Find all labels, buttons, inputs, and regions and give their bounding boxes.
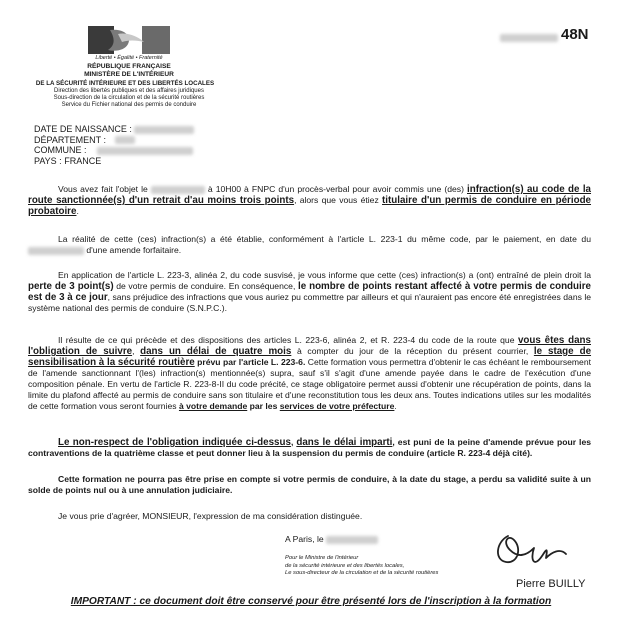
document-reference — [500, 29, 558, 47]
p1-text-d: , alors que vous étiez — [294, 195, 379, 205]
p5-delay: dans le délai imparti — [296, 437, 393, 448]
p2-text-b: d'une amende forfaitaire. — [86, 245, 182, 255]
p4-obligation: vous êtes dans l'obligation de suivre — [28, 335, 591, 357]
ministry-title: MINISTÈRE DE L'INTÉRIEUR — [84, 71, 174, 78]
p3-points-lost: perte de 3 point(s) — [28, 281, 114, 292]
marianne-logo-icon — [88, 26, 170, 54]
paragraph-5 — [28, 437, 591, 459]
important-notice: IMPORTANT : ce document doit être conservé pour être présenté lors de l'inscription à la formation — [70, 596, 552, 607]
birth-row — [34, 124, 194, 135]
redacted-department — [115, 136, 135, 144]
department-row — [34, 135, 194, 146]
p4-text-l: . — [394, 401, 397, 411]
p3-text-a: En application de l'article L. 223-3, alinéa 2, du code susvisé, je vous informe que cette (ces) infraction(s) a (ont) entraîné de plein droit la — [58, 270, 591, 280]
p4-text-e: à compter du jour de la réception du présent courrier, — [296, 346, 529, 356]
signatory-line-2: de la sécurité intérieure et des libertés locales, — [285, 562, 405, 569]
commune-label: COMMUNE : — [34, 145, 87, 155]
signature-place — [285, 534, 378, 544]
directorate-title: DE LA SÉCURITÉ INTÉRIEURE ET DES LIBERTÉS LOCALES — [35, 80, 215, 87]
republic-title: RÉPUBLIQUE FRANÇAISE — [87, 63, 171, 70]
paragraph-4 — [28, 335, 591, 412]
p1-text-a: Vous avez fait l'objet le — [58, 184, 148, 194]
p4-text-j: par les — [249, 401, 278, 411]
p4-prefecture: services de votre préfecture — [279, 401, 395, 411]
header-line-2: Sous-direction de la circulation et de la sécurité routières — [53, 95, 205, 101]
p5-text-d: , est puni de la peine d'amende prévue pour les contraventions de la quatrième classe et peut donner lieu à la suspension du permis de conduire (article R. 223-4 déjà cité). — [28, 437, 592, 458]
signatory-line-1: Pour le Ministre de l'intérieur — [285, 555, 359, 561]
p5-text-b: , — [290, 437, 294, 447]
paragraph-6: Cette formation ne pourra pas être prise en compte si votre permis de conduire, à la date du stage, a perdu sa validité suite à un solde de points nul ou à une annulation judiciaire. — [28, 474, 591, 495]
p1-probation-text: titulaire d'un permis de conduire en période probatoire — [28, 195, 592, 217]
p4-delay: dans un délai de quatre mois — [140, 346, 292, 357]
p2-text-a: La réalité de cette (ces) infraction(s) a été établie, conformément à l'article L. 223-1 du même code, par le paiement, en date du — [58, 234, 591, 244]
p3-text-c: de votre permis de conduire. En conséquence, — [116, 281, 296, 291]
redacted-commune — [97, 147, 193, 155]
p4-text-c: , — [132, 346, 135, 356]
p4-text-a: Il résulte de ce qui précède et des dispositions des articles L. 223-6, alinéa 2, et R. 223-4 du code de la route que — [58, 335, 515, 345]
redacted-date-1 — [151, 186, 205, 194]
p1-text-f: . — [76, 206, 79, 216]
country-row — [34, 156, 194, 167]
paragraph-2 — [28, 234, 591, 256]
department-label: DÉPARTEMENT : — [34, 134, 107, 145]
commune-row — [34, 145, 194, 156]
header-line-3: Service du Fichier national des permis de conduire — [61, 102, 197, 108]
header-line-1: Direction des libertés publiques et des affaires juridiques — [54, 88, 204, 94]
p1-infraction-text: infraction(s) au code de la route sanctionnée(s) d'un retrait d'au moins trois points — [28, 184, 592, 206]
signatory-name: Pierre BUILLY — [516, 578, 586, 590]
motto: Liberté • Égalité • Fraternité — [95, 55, 163, 61]
signatory-block — [285, 555, 438, 578]
paragraph-7: Je vous prie d'agréer, MONSIEUR, l'expression de ma considération distinguée. — [58, 511, 363, 521]
birth-label: DATE DE NAISSANCE : — [34, 124, 132, 134]
paragraph-3 — [28, 270, 591, 314]
paragraph-1 — [28, 184, 591, 217]
redacted-birth-date — [134, 126, 194, 134]
p3-text-e: , sans préjudice des infractions que vous auriez pu commettre par ailleurs et qui n'auraient pas encore été enregistrées dans le système national des permis de conduire (S.N.P.C.). — [28, 292, 592, 313]
p4-text-h: Cette formation vous permettra d'obtenir le cas échéant le remboursement de l'amende sanctionnant l'(les) infraction(s) mentionnée(s) supra, sauf s'il s'agit d'une amende payée dans le cadre de l'exécution d'une composition pénale. En vertu de l'article R. 223-8-II du code précité, ce stage obligatoire permet aussi d'obtenir une récupération de points, dans la limite du plafond affecté au permis de conduire sans son titulaire et d'une reconstitution tous les deux ans. Toutes indications utiles sur les modalités de cette formation vous seront fournies — [28, 357, 591, 411]
p5-non-respect: Le non-respect de l'obligation indiquée ci-dessus — [58, 437, 291, 448]
country-label: PAYS : — [34, 155, 62, 166]
p3-points-remaining: le nombre de points restant affecté à votre permis de conduire est de 3 à ce jour — [28, 281, 591, 303]
handwritten-signature-icon — [490, 528, 570, 578]
document-number: 48N — [561, 26, 589, 43]
redacted-reference — [500, 34, 558, 42]
identity-block — [34, 124, 194, 166]
p1-text-b: à 10H00 à FNPC d'un procès-verbal pour avoir commis une (des) — [207, 184, 464, 194]
p4-article: prévu par l'article L. 223-6. — [197, 357, 306, 367]
signatory-line-3: Le sous-directeur de la circulation et de la sécurité routières — [285, 570, 439, 576]
p4-on-request: à votre demande — [178, 401, 248, 411]
p4-stage: le stage de sensibilisation à la sécurité routière — [28, 346, 592, 368]
place-label: A Paris, le — [285, 534, 324, 544]
redacted-signature-date — [326, 536, 378, 544]
redacted-date-2 — [28, 247, 84, 255]
country-value: FRANCE — [64, 155, 102, 166]
